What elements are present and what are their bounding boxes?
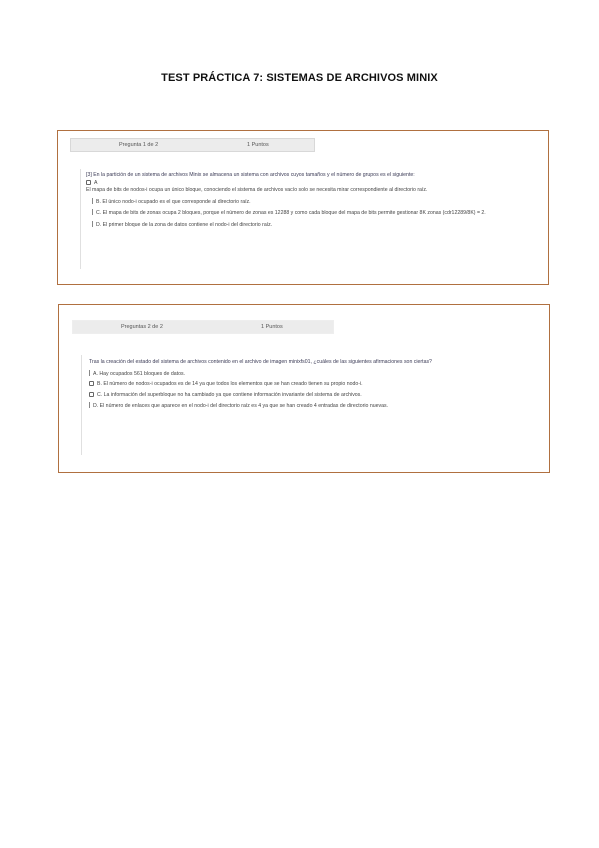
divider [81,355,82,455]
question-number: Pregunta 1 de 2 [119,142,159,148]
question-header [70,138,315,152]
option-marker [89,402,90,408]
question-card-2 [58,304,550,473]
question-header [72,320,334,334]
option-c[interactable] [89,392,539,399]
option-a[interactable] [86,180,526,187]
checkbox[interactable] [89,381,94,386]
option-label: B. El único nodo-i ocupado es el que corresponde al directorio raíz. [96,198,251,205]
divider [80,169,81,269]
question-body [86,172,526,229]
page-title: TEST PRÁCTICA 7: SISTEMAS DE ARCHIVOS MINIX [161,72,438,84]
question-points: 1 Puntos [261,324,283,330]
checkbox[interactable] [89,392,94,397]
option-d[interactable] [89,402,539,410]
question-points: 1 Puntos [247,142,269,148]
option-label: D. El número de enlaces que aparece en el nodo-i del directorio raíz es 4 ya que se han creado 4 entradas de directorio nuevas. [93,403,389,410]
option-label: El mapa de bits de nodos-i ocupa un único bloque, conociendo el sistema de archivos vacío solo se necesita mirar correspondiente al directorio raíz. [86,187,428,194]
question-number: Preguntas 2 de 2 [121,324,163,330]
question-statement: [3] En la partición de un sistema de archivos Minix se almacena un sistema con archivos cuyos tamaños y el número de grupos es el siguiente: [86,172,415,178]
question-statement: Tras la creación del estado del sistema de archivos contenido en el archivo de imagen minixfs01, ¿cuáles de las siguientes afirmaciones son ciertas? [89,359,432,365]
option-label: C. El mapa de bits de zonas ocupa 2 bloques, porque el número de zonas es 12288 y como cada bloque del mapa de bits permite gestionar 8K zonas (cdr12289/8K) = 2. [96,210,486,217]
option-label: C. La información del superbloque no ha cambiado ya que contiene información invariante del sistema de archivos. [97,391,362,398]
option-marker [89,370,90,376]
option-a[interactable] [89,370,539,378]
option-marker [92,209,93,215]
option-b[interactable] [89,381,539,388]
question-body [89,359,539,410]
option-marker [92,221,93,227]
option-d[interactable] [86,221,526,229]
question-card-1 [57,130,549,285]
option-label: A [94,179,98,186]
option-c[interactable] [86,209,526,217]
option-label: B. El número de nodos-i ocupados es de 14 ya que todos los elementos que se han creado tienen su propio nodo-i. [97,381,363,388]
checkbox[interactable] [86,180,91,185]
option-text [86,187,526,194]
option-label: A. Hay ocupados 561 bloques de datos. [93,370,185,377]
option-b[interactable] [86,198,526,206]
option-label: D. El primer bloque de la zona de datos contiene el nodo-i del directorio raíz. [96,221,273,228]
option-marker [92,198,93,204]
